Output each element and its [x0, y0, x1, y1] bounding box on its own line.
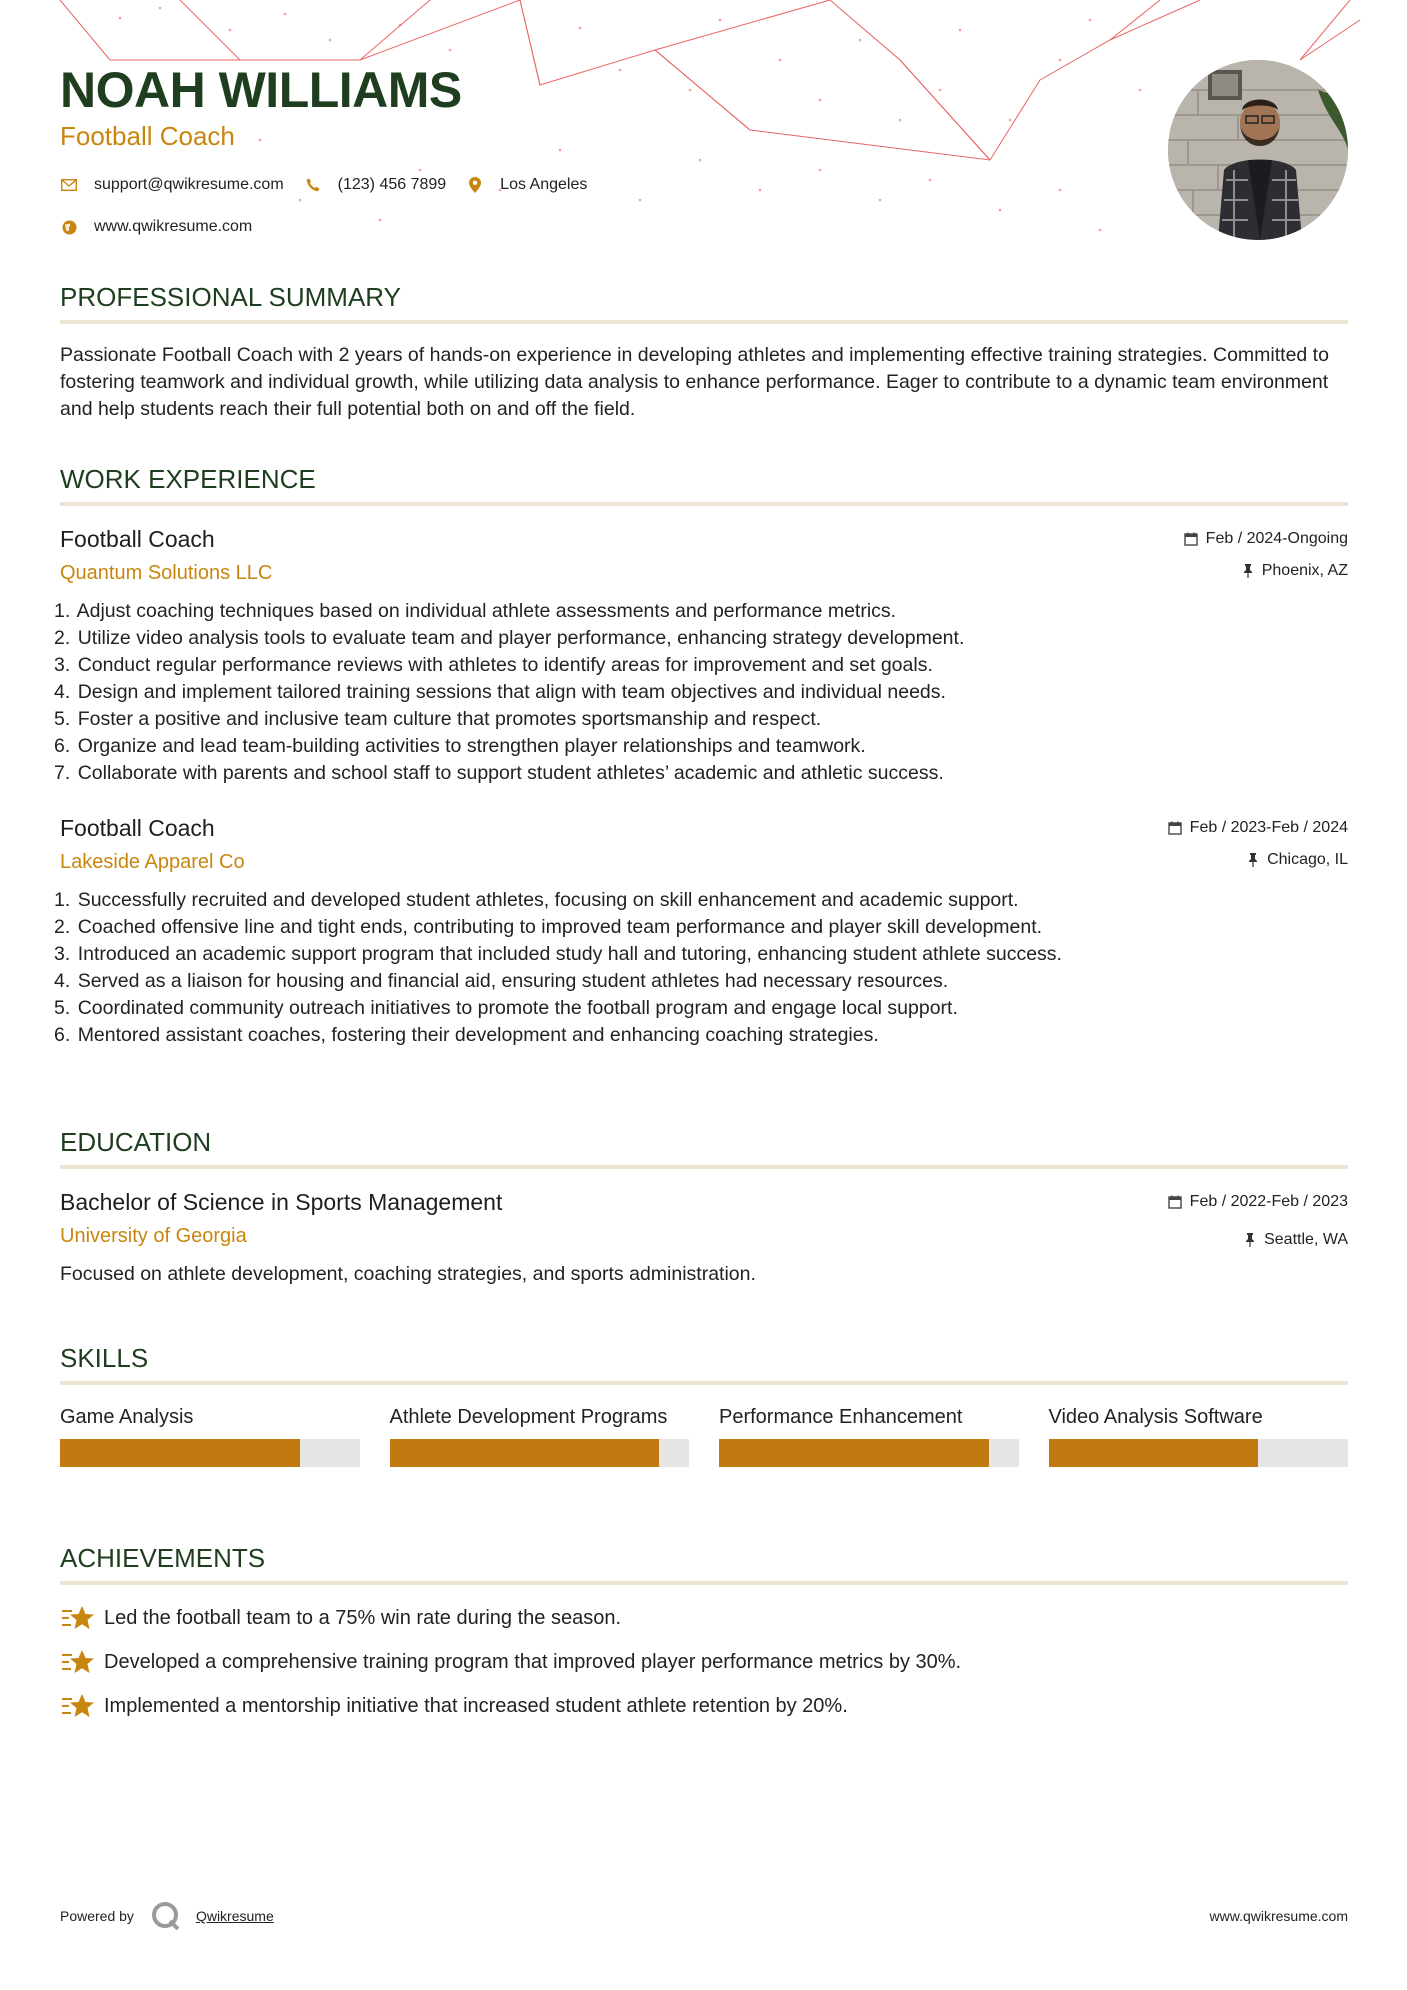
- education-dates-text: Feb / 2022-Feb / 2023: [1189, 1193, 1348, 1210]
- list-item: [60, 1691, 1348, 1721]
- degree-title: Bachelor of Science in Sports Management: [60, 1189, 503, 1215]
- list-item: 1. Adjust coaching techniques based on individual athlete assessments and performance metrics.: [54, 600, 897, 622]
- experience-section: [54, 462, 1348, 1049]
- skill-bar: [390, 1439, 690, 1467]
- star-icon: [60, 1647, 94, 1677]
- footer-branding: [60, 1900, 274, 1932]
- job-location-text: Chicago, IL: [1267, 851, 1348, 868]
- skill-item: [1049, 1403, 1349, 1467]
- star-icon: [60, 1691, 94, 1721]
- achievements-section: [60, 1541, 1348, 1735]
- location-text: Los Angeles: [500, 176, 588, 193]
- skills-section: [60, 1341, 1348, 1467]
- website-text: www.qwikresume.com: [94, 218, 253, 235]
- brand-link[interactable]: Qwikresume: [195, 1908, 274, 1924]
- star-icon: [60, 1603, 94, 1633]
- section-divider: [60, 1165, 1348, 1169]
- achievement-text: Led the football team to a 75% win rate during the season.: [104, 1607, 622, 1629]
- skill-bar-fill: [719, 1439, 989, 1467]
- job-company: Lakeside Apparel Co: [60, 851, 245, 873]
- pushpin-icon: [1244, 1233, 1256, 1247]
- section-divider: [60, 320, 1348, 324]
- contact-website[interactable]: [60, 218, 252, 236]
- job-bullets: [54, 887, 1348, 1049]
- skill-name: Performance Enhancement: [719, 1406, 963, 1428]
- list-item: 1. Successfully recruited and developed student athletes, focusing on skill enhancement and academic support.: [54, 889, 1019, 911]
- list-item: 2. Utilize video analysis tools to evaluate team and player performance, enhancing strategy development.: [54, 627, 965, 649]
- calendar-icon: [1184, 532, 1198, 546]
- contact-row-primary: [60, 170, 607, 200]
- page-footer: [60, 1900, 1348, 1932]
- list-item: 4. Served as a liaison for housing and financial aid, ensuring student athletes had necessary resources.: [54, 970, 949, 992]
- job-dates-text: Feb / 2024-Ongoing: [1205, 530, 1348, 547]
- job-entry: [54, 813, 1348, 1049]
- job-bullets: [54, 598, 1348, 787]
- footer-url[interactable]: www.qwikresume.com: [1209, 1908, 1348, 1924]
- skills-grid: [60, 1403, 1348, 1467]
- list-item: 3. Conduct regular performance reviews with athletes to identify areas for improvement and set goals.: [54, 654, 933, 676]
- list-item: 5. Coordinated community outreach initiatives to promote the football program and engage local support.: [54, 997, 958, 1019]
- list-item: 6. Mentored assistant coaches, fostering their development and enhancing coaching strategies.: [54, 1024, 879, 1046]
- education-section: [60, 1125, 1348, 1288]
- contact-row-secondary: [60, 212, 607, 242]
- phone-text: (123) 456 7899: [337, 176, 447, 193]
- phone-icon: [304, 176, 322, 194]
- contact-email[interactable]: [60, 176, 284, 194]
- list-item: 6. Organize and lead team-building activities to strengthen player relationships and teamwork.: [54, 735, 866, 757]
- contact-phone[interactable]: [304, 176, 447, 194]
- powered-by-label: Powered by: [60, 1908, 134, 1924]
- list-item: 7. Collaborate with parents and school staff to support student athletes’ academic and athletic success.: [54, 762, 944, 784]
- skill-name: Athlete Development Programs: [389, 1406, 668, 1428]
- school-name: University of Georgia: [60, 1225, 247, 1247]
- resume-header: [60, 60, 1160, 152]
- job-location: [1184, 560, 1348, 582]
- skill-bar-fill: [1049, 1439, 1259, 1467]
- achievements-list: [60, 1603, 1348, 1721]
- job-dates-text: Feb / 2023-Feb / 2024: [1189, 819, 1348, 836]
- map-marker-icon: [466, 176, 484, 194]
- section-divider: [60, 502, 1348, 506]
- achievement-text: Developed a comprehensive training program that improved player performance metrics by 30%.: [104, 1651, 962, 1673]
- job-meta: [1184, 528, 1348, 592]
- skill-bar: [1049, 1439, 1349, 1467]
- contact-location: [466, 176, 587, 194]
- email-text: support@qwikresume.com: [94, 176, 284, 193]
- education-description: Focused on athlete development, coaching strategies, and sports administration.: [60, 1263, 756, 1285]
- skill-bar: [60, 1439, 360, 1467]
- calendar-icon: [1168, 1195, 1182, 1209]
- job-meta: [1168, 817, 1348, 881]
- section-divider: [60, 1581, 1348, 1585]
- skills-heading: SKILLS: [60, 1343, 149, 1373]
- skill-name: Game Analysis: [60, 1406, 194, 1428]
- candidate-title: Football Coach: [60, 121, 235, 151]
- list-item: 3. Introduced an academic support program that included study hall and tutoring, enhancing student athlete success.: [54, 943, 1062, 965]
- calendar-icon: [1168, 821, 1182, 835]
- pushpin-icon: [1247, 853, 1259, 867]
- education-entry: [60, 1187, 1348, 1288]
- section-divider: [60, 1381, 1348, 1385]
- job-dates: [1168, 817, 1348, 839]
- job-title: Football Coach: [60, 815, 215, 841]
- achievements-heading: ACHIEVEMENTS: [60, 1543, 266, 1573]
- summary-heading: PROFESSIONAL SUMMARY: [60, 282, 401, 312]
- contact-info: [60, 170, 607, 254]
- job-company: Quantum Solutions LLC: [60, 562, 273, 584]
- job-entry: [54, 524, 1348, 787]
- skill-item: [60, 1403, 360, 1467]
- profile-photo: [1168, 60, 1348, 240]
- pushpin-icon: [1242, 564, 1254, 578]
- summary-section: [60, 280, 1348, 423]
- list-item: 5. Foster a positive and inclusive team culture that promotes sportsmanship and respect.: [54, 708, 822, 730]
- skill-name: Video Analysis Software: [1048, 1406, 1263, 1428]
- job-location-text: Phoenix, AZ: [1261, 562, 1348, 579]
- skill-item: [390, 1403, 690, 1467]
- envelope-icon: [60, 176, 78, 194]
- job-title: Football Coach: [60, 526, 215, 552]
- list-item: [60, 1647, 1348, 1677]
- summary-text: Passionate Football Coach with 2 years of hands-on experience in developing athletes and implementing effective training strategies. Committed to fostering teamwork and individual growth, while utilizing data analysis to enhance performance. Eager to contribute to a dynamic team environment and help students reach their full potential both on and off the field.: [60, 344, 1329, 420]
- job-dates: [1184, 528, 1348, 550]
- qwikresume-logo-icon: [150, 1900, 182, 1932]
- globe-icon: [60, 218, 78, 236]
- skill-item: [719, 1403, 1019, 1467]
- experience-heading: WORK EXPERIENCE: [60, 464, 316, 494]
- education-location: [1168, 1229, 1348, 1251]
- skill-bar-fill: [60, 1439, 300, 1467]
- education-location-text: Seattle, WA: [1264, 1231, 1348, 1248]
- job-location: [1168, 849, 1348, 871]
- achievement-text: Implemented a mentorship initiative that increased student athlete retention by 20%.: [104, 1695, 848, 1717]
- education-meta: [1168, 1191, 1348, 1261]
- candidate-name: NOAH WILLIAMS: [60, 62, 462, 118]
- list-item: [60, 1603, 1348, 1633]
- list-item: 2. Coached offensive line and tight ends, contributing to improved team performance and player skill development.: [54, 916, 1043, 938]
- education-heading: EDUCATION: [60, 1127, 212, 1157]
- skill-bar: [719, 1439, 1019, 1467]
- skill-bar-fill: [390, 1439, 660, 1467]
- education-dates: [1168, 1191, 1348, 1213]
- list-item: 4. Design and implement tailored training sessions that align with team objectives and individual needs.: [54, 681, 946, 703]
